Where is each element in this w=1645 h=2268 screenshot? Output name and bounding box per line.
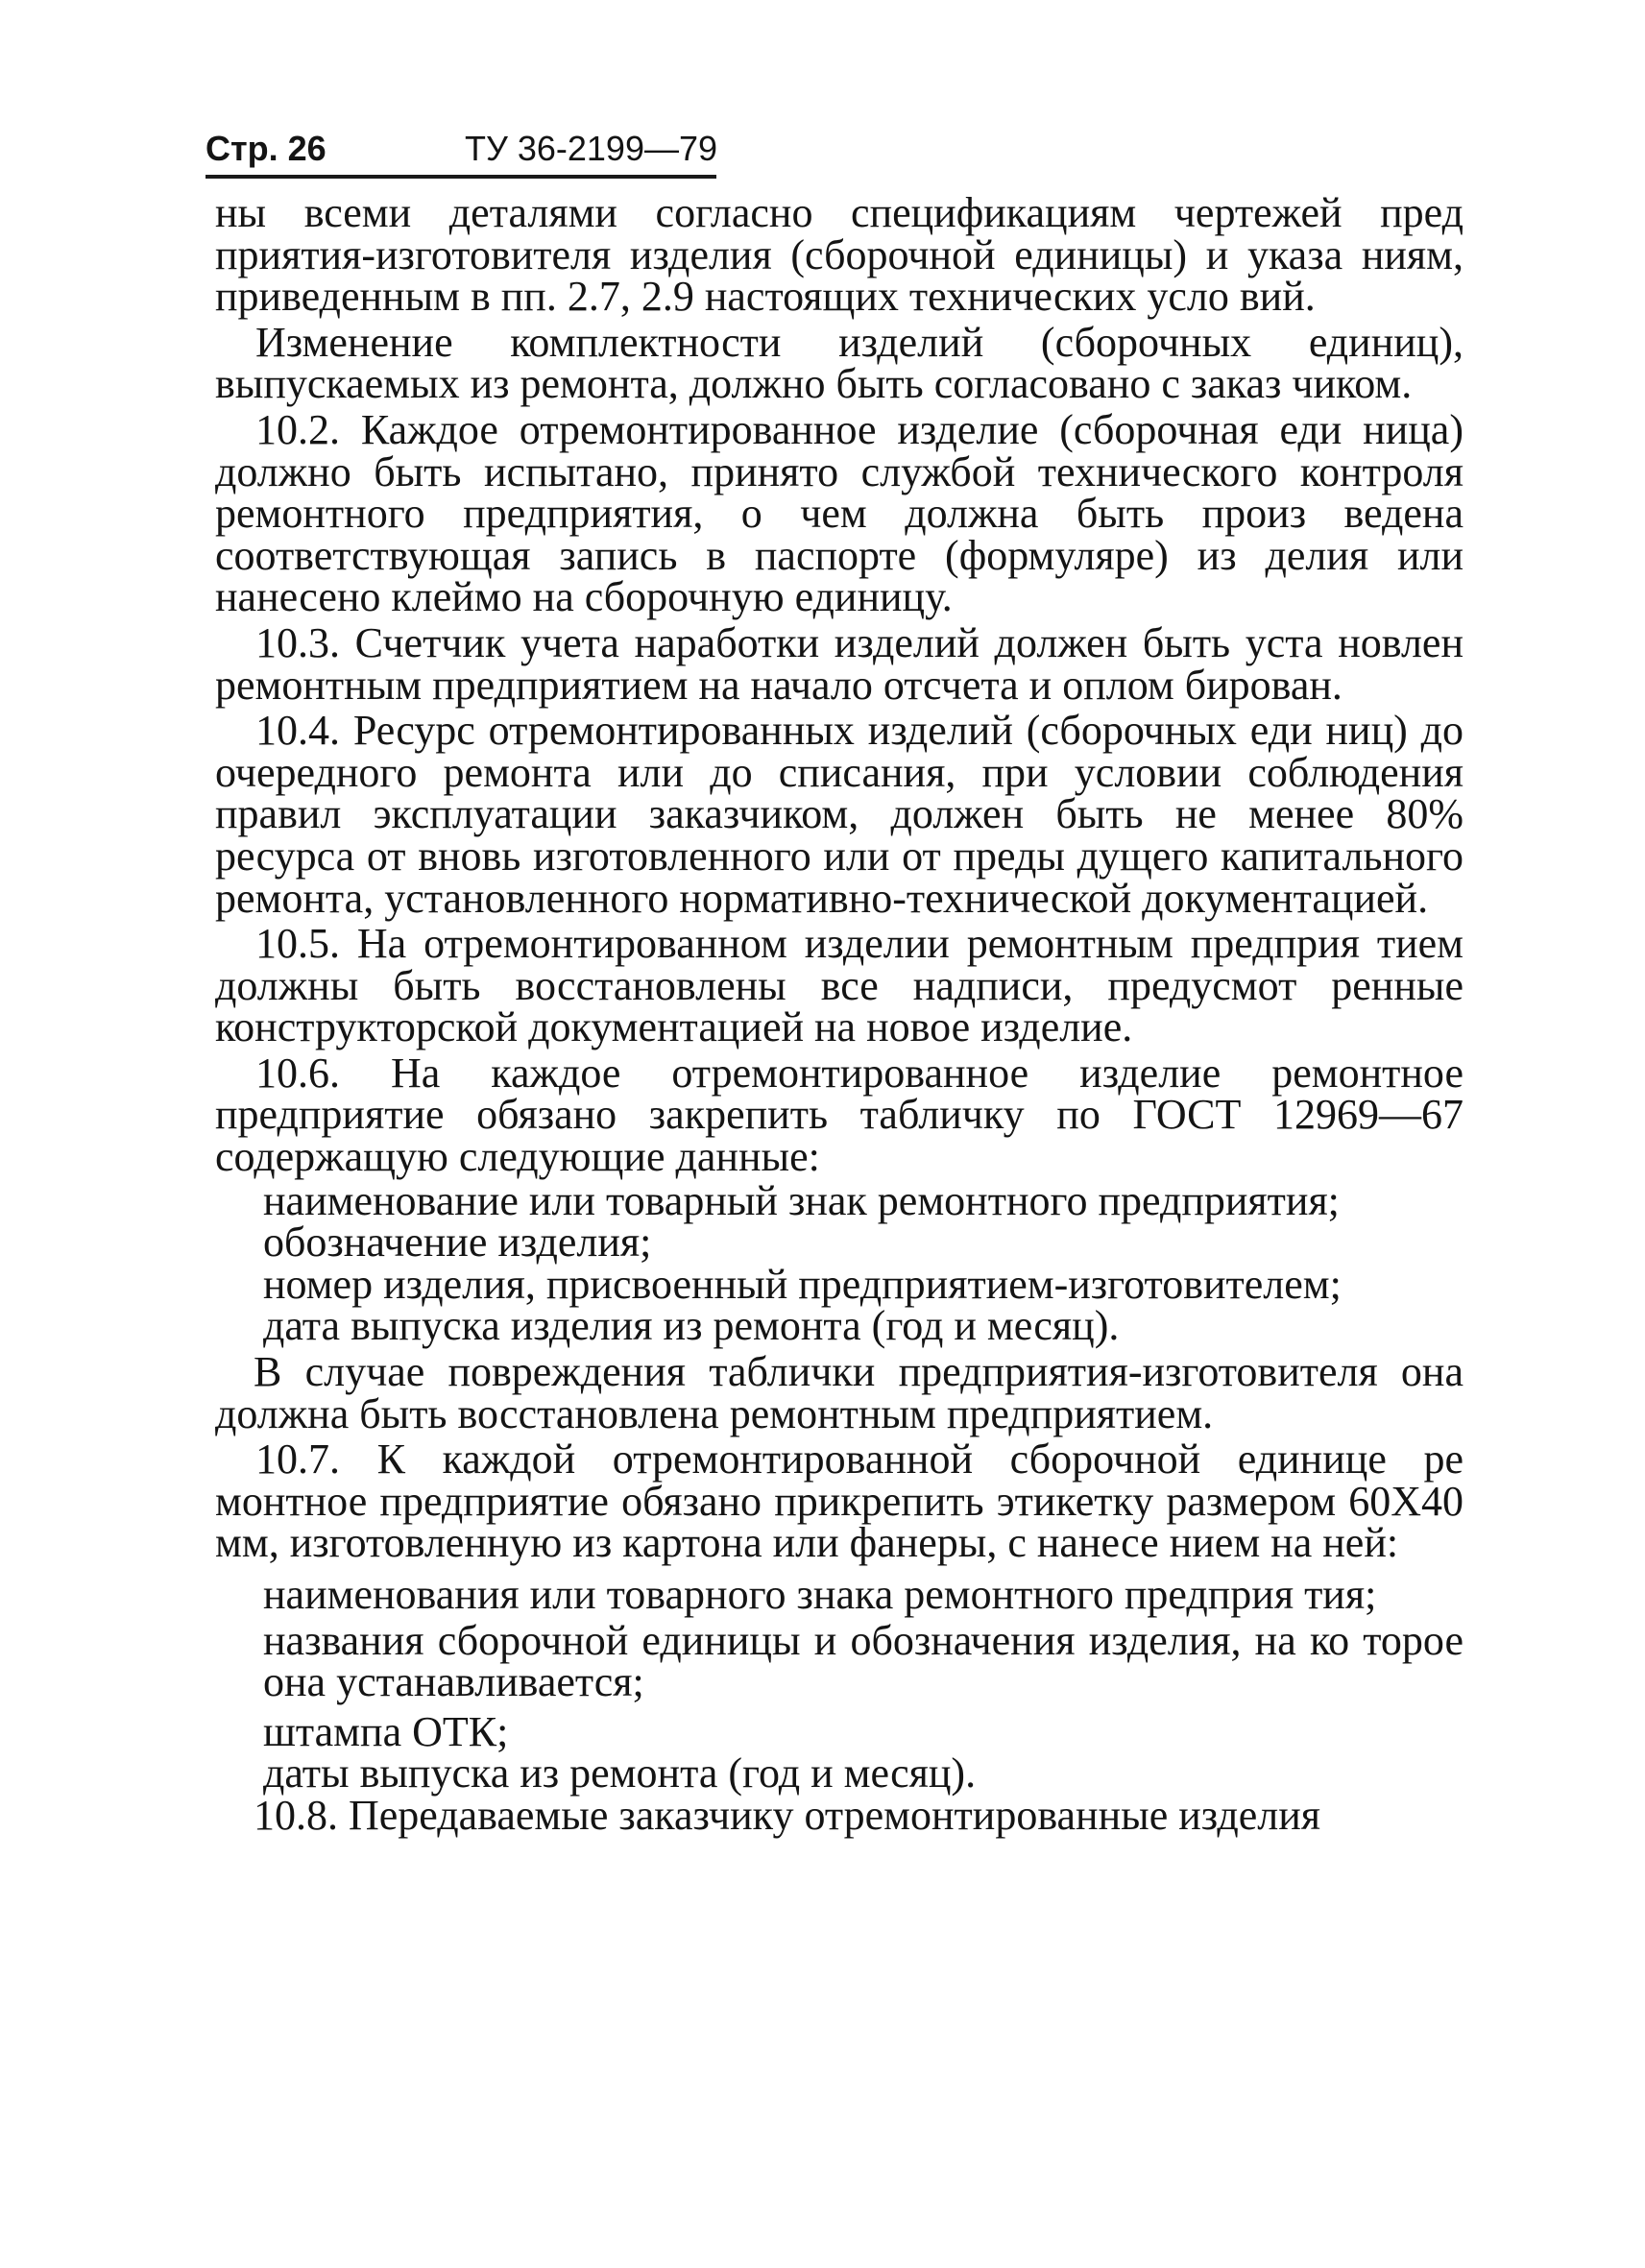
paragraph-10-5: 10.5. На отремонтированном изделии ремонтным предприя тием должны быть восстановлены все надписи, предусмот ренные конструкторской документацией на новое изделие. [215,920,1464,1051]
paragraph-10-2: 10.2. Каждое отремонтированное изделие (сборочная еди ница) должно быть испытано, принято службой технического контроля ремонтного предприятия, о чем должна быть произ ведена соответствующая запись в паспорте (формуляре) из делия или нанесено клеймо на сборочную единицу. [215,405,1464,621]
paragraph-10-4: 10.4. Ресурс отремонтированных изделий (сборочных еди ниц) до очередного ремонта или до списания, при условии соблюдения правил эксплуатации заказчиком, должен быть не менее 80% ресурса от вновь изготовленного или от преды дущего капитального ремонта, установленного нормативно-технической документацией. [215,707,1464,922]
paragraph-completeness-change: Изменение комплектности изделий (сборочных единиц), выпускаемых из ремонта, должно быть согласовано с заказ чиком. [215,318,1464,408]
running-header [206,129,716,179]
specification-code: ТУ 36-2199—79 [465,129,718,168]
list-item-10-7-name-text: наименования или товарного знака ремонтного предприя тия; [263,1571,1377,1618]
paragraph-10-8: 10.8. Передаваемые заказчику отремонтированные изделия [254,1791,1321,1839]
list-item-10-7-name [215,1571,1464,1618]
list-item-10-6-date: дата выпуска изделия из ремонта (год и месяц). [263,1302,1120,1350]
list-item-10-7-otk-stamp: штампа ОТК; [263,1707,509,1755]
page-number: Стр. 26 [206,129,327,168]
document-body [215,189,1464,1841]
list-item-10-7-assembly: названия сборочной единицы и обозначения изделия, на ко торое она устанавливается; [263,1616,1464,1706]
paragraph-10-7: 10.7. К каждой отремонтированной сборочной единице ре монтное предприятие обязано прикрепить этикетку размером 60Х40 мм, изготовленную из картона или фанеры, с нанесе нием на ней: [215,1436,1464,1567]
paragraph-plate-damage: В случае повреждения таблички предприятия-изготовителя она должна быть восстановлена ремонтным предприятием. [215,1348,1464,1437]
paragraph-10-3: 10.3. Счетчик учета наработки изделий должен быть уста новлен ремонтным предприятием на начало отсчета и оплом бирован. [215,618,1464,709]
list-item-10-7-release-date: даты выпуска из ремонта (год и месяц). [263,1749,977,1798]
paragraph-completeness-cont: ны всеми деталями согласно спецификациям чертежей пред приятия-изготовителя изделия (сборочной единицы) и указа ниям, приведенным в пп. 2.7, 2.9 настоящих технических усло вий. [215,189,1464,321]
list-item-10-6-number: номер изделия, присвоенный предприятием-изготовителем; [263,1260,1342,1308]
list-item-10-6-name: наименование или товарный знак ремонтного предприятия; [263,1176,1340,1224]
paragraph-10-6: 10.6. На каждое отремонтированное изделие ремонтное предприятие обязано закрепить табличку по ГОСТ 12969—67 содержащую следующие данные: [215,1049,1464,1181]
list-item-10-6-designation: обозначение изделия; [263,1218,652,1267]
